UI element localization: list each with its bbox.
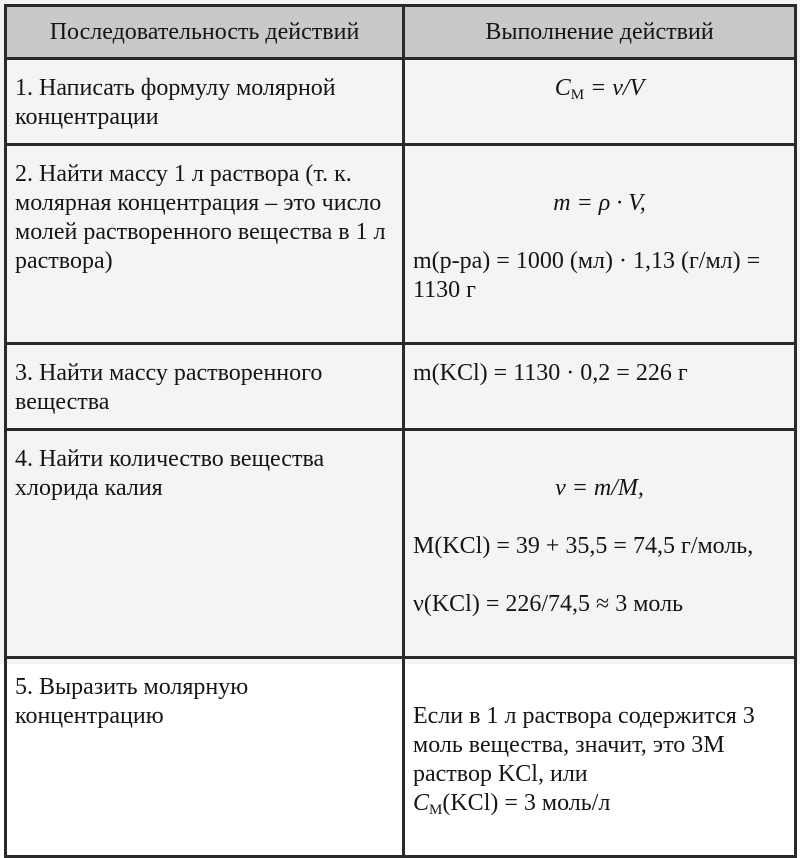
execution-cell (404, 145, 796, 344)
step-text: 5. Выразить молярную концентрацию (15, 674, 249, 729)
molarity-result (413, 789, 786, 818)
formula-subscript: M (429, 802, 443, 818)
step-text: 1. Написать формулу молярной концентрации (15, 75, 336, 130)
formula-line: ν = m/M, (555, 475, 644, 501)
execution-content (405, 146, 794, 342)
table-row (6, 658, 796, 857)
conclusion-text: Если в 1 л раствора содержится 3 моль вещества, значит, это 3М раствор KCl, или (413, 703, 755, 787)
step-cell (6, 59, 404, 145)
table-row (6, 59, 796, 145)
formula-symbol: C (413, 790, 430, 816)
formula-rest: (KCl) = 3 моль/л (442, 790, 611, 816)
formula-subscript: M (570, 87, 585, 103)
formula-rest: = ν/V (584, 75, 645, 101)
step-cell (6, 344, 404, 430)
solution-steps-table (4, 4, 797, 858)
formula-symbol: C (554, 75, 571, 101)
calculation-line: m(KCl) = 1130 · 0,2 = 226 г (413, 360, 688, 386)
calculation-line: ν(KCl) = 226/74,5 ≈ 3 моль (413, 591, 684, 617)
execution-cell (404, 59, 796, 145)
execution-content (405, 659, 794, 855)
table-row (6, 430, 796, 658)
calculation-line: M(KCl) = 39 + 35,5 = 74,5 г/моль, (413, 533, 754, 559)
step-text: 3. Найти массу растворенного вещества (15, 360, 323, 415)
execution-cell (404, 430, 796, 658)
execution-cell (404, 344, 796, 430)
step-text: 4. Найти количество вещества хлорида калия (15, 446, 325, 501)
header-execution: Выполнение действий (404, 6, 796, 59)
execution-cell (404, 658, 796, 857)
execution-content (405, 431, 794, 656)
step-cell (6, 430, 404, 658)
table-row (6, 145, 796, 344)
table-row (6, 344, 796, 430)
table-header-row (6, 6, 796, 59)
step-cell (6, 658, 404, 857)
molarity-formula (405, 60, 794, 111)
step-cell (6, 145, 404, 344)
formula-line: m = ρ · V, (553, 190, 646, 216)
header-sequence: Последовательность действий (6, 6, 404, 59)
step-text: 2. Найти массу 1 л раствора (т. к. молярная концентрация – это число молей растворенного вещества в 1 л раствора) (15, 161, 386, 274)
calculation-line: m(р-ра) = 1000 (мл) · 1,13 (г/мл) = 1130 г (413, 248, 761, 303)
